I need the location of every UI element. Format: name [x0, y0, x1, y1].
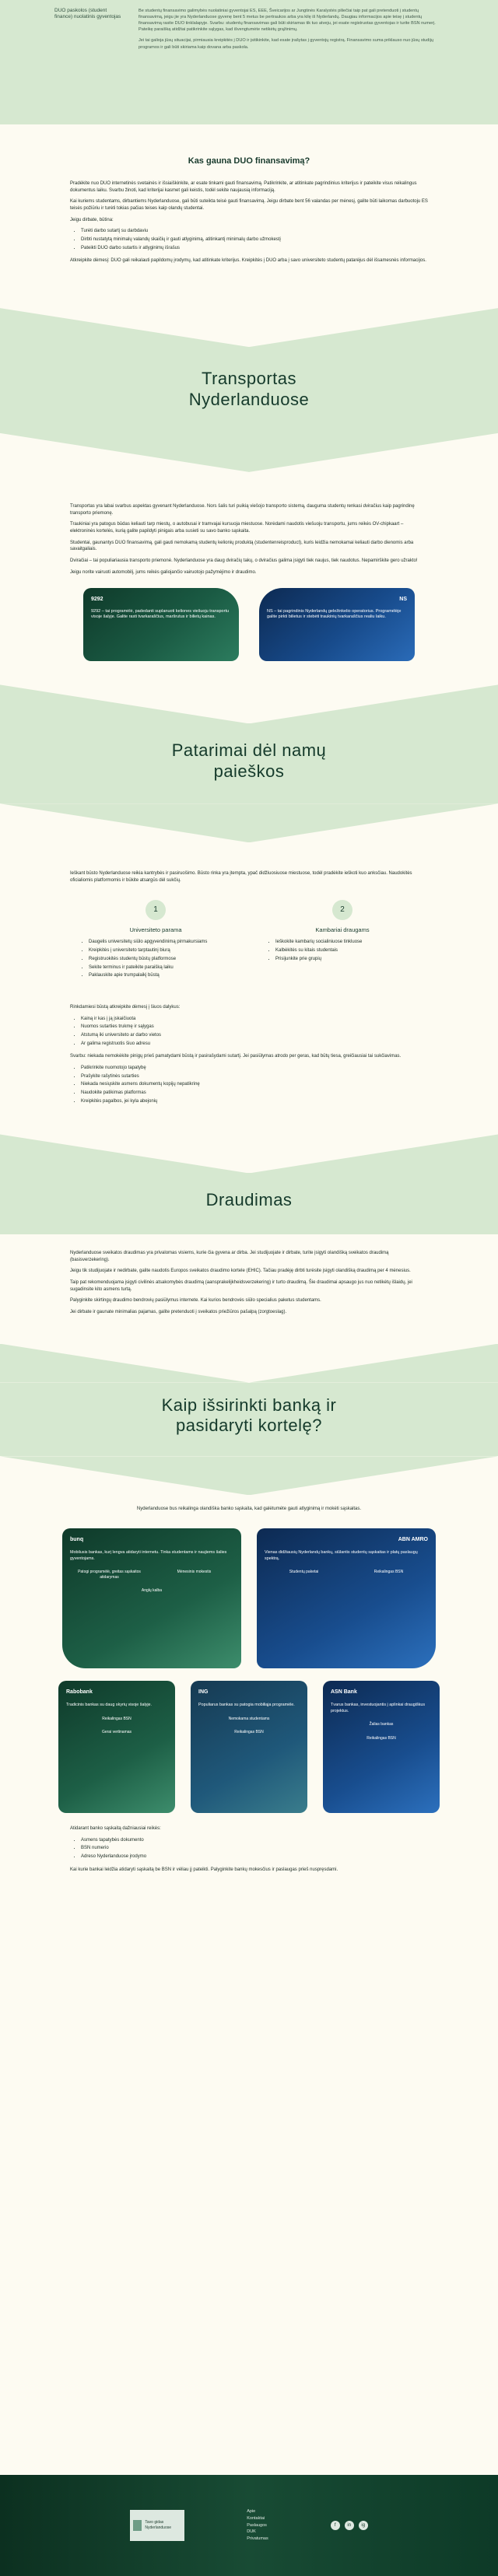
housing-list — [81, 1065, 428, 1104]
footer-link[interactable]: Privatumas — [247, 2536, 268, 2542]
list-item: • Prašykite rašytinės sutarties — [81, 1073, 428, 1080]
duo-list — [81, 228, 428, 251]
bank-detail: Reikalingas BSN — [374, 1570, 404, 1575]
list-item: • Ar galima registruotis šiuo adresu — [81, 1041, 428, 1048]
bank-detail: Mėnesinis mokestis — [177, 1570, 212, 1575]
list-item: • Kalbėkitės su kitais studentais — [275, 947, 420, 954]
housing-paragraph: Rinkdamiesi būstą atkreipkite dėmesį į šiuos dalykus: — [70, 1004, 181, 1010]
band-divider — [0, 803, 498, 842]
bank-card-bunq[interactable] — [62, 1528, 241, 1668]
list-item: • Daugelis universitetų siūlo apgyvendinimą pirmakursiams — [89, 939, 233, 946]
duo-paragraph: Atkreipkite dėmesį: DUO gali reikalauti papildomų įrodymų, kad atitinkate kriterijus. Kreipkitės į DUO arba į savo universiteto studentų patarėjus dėl išsamesnės informacijos. — [70, 258, 426, 264]
column-title: Universiteto parama — [129, 926, 182, 933]
bank-info-section — [0, 1825, 498, 1873]
bank-desc: Tvarus bankas, investuojantis į aplinkai draugiškus projektus. — [331, 1703, 426, 1713]
list-item: • Ieškokite kambarių socialiniuose tinkluose — [275, 939, 420, 946]
band-divider — [0, 433, 498, 472]
instagram-icon[interactable]: ig — [359, 2521, 368, 2530]
insurance-paragraph: Nyderlanduose sveikatos draudimas yra privalomas visiems, kurie čia gyvena ar dirba. Jei studijuojate ir dirbate, turite įsigyti olandišką sveikatos draudimą (basisverzekering). — [70, 1250, 389, 1262]
bank-note: Nemokama studentams — [228, 1716, 270, 1721]
number-badge: 2 — [332, 900, 352, 920]
bank-paragraph: Atidarant banko sąskaitą dažniausiai reikės: — [70, 1826, 161, 1832]
transport-paragraph: Traukiniai yra patogus būdas keliauti tarp miestų, o autobusai ir tramvajai kursuoja miestuose. Norėdami naudotis viešuoju transportu, jums reikės OV-chipkaart – elektroninės kortelės, kurią galite papildyti pinigais arba susieti su savo banko sąskaita. — [70, 522, 404, 534]
bank-note: Reikalingas BSN — [234, 1730, 264, 1735]
column-list — [89, 939, 233, 978]
transport-section — [0, 503, 498, 576]
transport-title: Transportas Nyderlanduose — [188, 369, 310, 409]
bank-paragraph: Kai kurie bankai leidžia atidaryti sąskaitą be BSN ir vėliau jį pateikti. Palyginkite bankų mokesčius ir paslaugas prieš nuspręsdami. — [70, 1867, 338, 1872]
card-title: 9292 — [91, 597, 103, 603]
list-item: • Kainą ir kas į ją įskaičiuota — [81, 1016, 428, 1023]
footer-link[interactable]: Kontaktai — [247, 2515, 265, 2521]
bank-note: Reikalingas BSN — [366, 1735, 396, 1741]
housing-title: Patarimai dėl namų paieškos — [171, 740, 327, 781]
bank-note: Reikalingas BSN — [102, 1716, 132, 1721]
list-item: • Registruokitės studentų būstų platformose — [89, 956, 233, 963]
list-item: • Dirbti nustatytą minimalų valandų skaičių ir gauti atlyginimą, atitinkantį minimalų darbo užmokestį — [81, 236, 428, 243]
logo-icon — [133, 2520, 142, 2531]
band-divider — [0, 308, 498, 347]
bank-card-asn[interactable] — [323, 1681, 440, 1813]
bank-details — [70, 1570, 233, 1580]
list-item: • Naudokite patikimas platformas — [81, 1090, 428, 1097]
bank-desc: Populiarus bankas su patogia mobiliąja programėle. — [198, 1703, 295, 1708]
list-item: • Turėti darbo sutartį su darbdaviu — [81, 228, 428, 235]
list-item: • Atstumą iki universiteto ar darbo vietos — [81, 1032, 428, 1039]
bank-note: Žalias bankas — [369, 1722, 394, 1727]
insurance-band — [0, 1173, 498, 1234]
intro-heading: DUO paskolos (student finance) nuolatinis gyventojas — [54, 8, 121, 20]
list-item: • Prisijunkite prie grupių — [275, 956, 420, 963]
column-title: Kambariai draugams — [315, 926, 370, 933]
bank-name: ABN AMRO — [398, 1537, 428, 1543]
list-item: • Kreipkitės į universiteto tarptautinį biurą — [89, 947, 233, 954]
bank-row-1 — [0, 1528, 498, 1668]
bank-name: ING — [198, 1689, 209, 1696]
intro-text — [139, 8, 444, 124]
list-item: • Pateikti DUO darbo sutartis ir atlyginimų išrašus — [81, 245, 428, 252]
duo-paragraph: Kai kuriems studentams, dirbantiems Nyderlanduose, gali būti suteikta teisė gauti finansavimą. Jeigu dirbate bent 56 valandas per mėnesį, galite būti laikomas darbuotoju ES teisės požiūriu ir turėti tokias pačias teises kaip olandų studentai. — [70, 199, 428, 211]
linkedin-icon[interactable]: in — [345, 2521, 354, 2530]
insurance-paragraph: Taip pat rekomenduojama įsigyti civilinės atsakomybės draudimą (aansprakelijkheidsverzekering) ir turto draudimą. Šie draudimai apsaugo jus nuo netikėtų išlaidų, jei sugadinsite kito asmens turtą. — [70, 1279, 412, 1292]
list-item: • Patikrinkite nuomotojo tapatybę — [81, 1065, 428, 1072]
intro-section — [0, 0, 498, 124]
transport-band — [0, 347, 498, 433]
transport-paragraph: Jeigu norite vairuoti automobilį, jums reikės galiojančio vairuotojo pažymėjimo ir draudimo. — [70, 569, 257, 575]
list-item: • Adreso Nyderlanduose įrodymo — [81, 1853, 428, 1860]
insurance-title: Draudimas — [205, 1190, 293, 1210]
insurance-paragraph: Jei dirbate ir gaunate minimalias pajamas, galite pretenduoti į sveikatos priežiūros pašalpą (zorgtoeslag). — [70, 1309, 287, 1314]
bank-row-2 — [0, 1681, 498, 1813]
list-item: • BSN numerio — [81, 1845, 428, 1852]
list-item: • Kreipkitės pagalbos, jei kyla abejonių — [81, 1098, 428, 1105]
bank-note: Anglų kalba — [141, 1587, 163, 1593]
footer-link[interactable]: Apie — [247, 2509, 256, 2514]
bank-desc: Vienas didžiausių Nyderlandų bankų, siūlantis studentų sąskaitas ir platų paslaugų spektrą. — [265, 1550, 418, 1561]
footer-link[interactable]: DUK — [247, 2529, 256, 2535]
band-divider — [0, 1344, 498, 1383]
housing-section — [0, 870, 498, 884]
bank-intro: Nyderlanduose bus reikalinga olandiška banko sąskaita, kad galėtumėte gauti atlyginimą ir mokėti sąskaitas. — [136, 1507, 362, 1512]
card-title: NS — [399, 597, 407, 603]
list-item: • Sekite terminus ir pateikite paraišką laiku — [89, 964, 233, 971]
intro-paragraph: Be studentų finansavimo galimybės nuolatiniai gyventojai ES, EEE, Šveicarijos ar Jungtinės Karalystės piliečiai taip pat gali pretenduoti į studentų finansavimą, jeigu jie yra Nyderlanduose gyvenę bent 5 metus be pertraukos arba yra kilę iš Nyderlandų. Daugiau informacijos apie teisę į studentų finansavimą rasite DUO tinklalapyje. Svarbu: studentų finansavimas gali būti skiriamas tik tuo atveju, jei esate registruotas gyventojas ir turite BSN numerį. Pateikę paraišką atidžiai patikrinkite sąlygas, kad išvengtumėte netikėtų grąžinimų. — [139, 9, 436, 33]
insurance-paragraph: Jeigu tik studijuojate ir nedirbate, galite naudotis Europos sveikatos draudimo kortele (EHIC). Tačiau pradėję dirbti turėsite įsigyti olandišką draudimą per 4 mėnesius. — [70, 1269, 411, 1274]
insurance-paragraph: Palyginkite skirtingų draudimo bendrovių pasiūlymus internete. Kai kurios bendrovės siūlo specialius paketus studentams. — [70, 1298, 321, 1304]
footer-links — [247, 2508, 268, 2543]
bank-note: Gerai vertinamas — [101, 1730, 132, 1735]
duo-paragraph: Jeigu dirbate, būtina: — [70, 217, 114, 222]
bank-card-ing[interactable] — [191, 1681, 307, 1813]
list-item: • Paklauskite apie trumpalaikį būstą — [89, 972, 233, 979]
bank-detail: Studentų paketai — [289, 1570, 319, 1575]
housing-columns — [0, 900, 498, 985]
column-list — [275, 939, 420, 962]
card-ns[interactable] — [259, 588, 415, 661]
list-item: • Asmens tapatybės dokumento — [81, 1837, 428, 1844]
insurance-section — [0, 1234, 498, 1316]
logo-text: Tavo gidas Nyderlanduose — [145, 2519, 172, 2530]
bank-card-rabobank[interactable] — [58, 1681, 175, 1813]
bank-desc: Mobilusis bankas, kurį lengva atidaryti internetu. Tinka studentams ir naujiems šalies gyventojams. — [70, 1550, 227, 1561]
footer — [0, 2475, 498, 2576]
duo-section — [0, 156, 498, 264]
housing-list — [81, 1016, 428, 1048]
bank-name: Rabobank — [66, 1689, 93, 1696]
bank-name: ASN Bank — [331, 1689, 357, 1696]
bank-card-abn-amro[interactable] — [257, 1528, 436, 1668]
duo-paragraph: Pradėkite nuo DUO internetinės svetainės ir išsiaiškinkite, ar esate tinkami gauti finansavimą. Patikrinkite, ar atitinkate pagrindinius kriterijus ir pateikite visus reikalingus dokumentus laiku. Svarbu žinoti, kad kriterijai kasmet gali keistis, todėl sekite naujausią informaciją. — [70, 180, 417, 193]
housing-tips — [0, 1004, 498, 1105]
band-divider — [0, 1456, 498, 1495]
bank-desc: Tradicinis bankas su daug skyrių visoje šalyje. — [66, 1703, 153, 1708]
transport-paragraph: Studentai, gaunantys DUO finansavimą, gali gauti nemokamą studentų kelionių produktą (studentenreisproduct), kuris leidžia nemokamai keliauti darbo dienomis arba savaitgaliais. — [70, 540, 414, 552]
housing-column-2 — [265, 900, 420, 985]
card-text: NS – tai pagrindinis Nyderlandų geležinkelio operatorius. Programėlėje galite pirkti bilietus ir stebėti traukinių tvarkaraščius realiu laiku. — [267, 608, 402, 620]
housing-paragraph: Svarbu: niekada nemokėkite pinigų prieš pamatydami būstą ir pasirašydami sutartį. Jei pasiūlymas atrodo per geras, kad būtų tiesa, greičiausiai tai sukčiavimas. — [70, 1054, 402, 1059]
footer-link[interactable]: Paslaugos — [247, 2522, 267, 2528]
housing-column-1 — [78, 900, 233, 985]
housing-intro: Ieškant būsto Nyderlanduose reikia kantrybės ir pasiruošimo. Būsto rinka yra įtempta, ypač didžiuosiuose miestuose, todėl pradėkite ieškoti kuo anksčiau. Naudokitės oficialiomis platformomis ir būkite atsargūs dėl sukčių. — [70, 871, 412, 883]
duo-title: Kas gauna DUO finansavimą? — [188, 156, 310, 166]
card-text: 9292 – tai programėlė, padedanti suplanuoti keliones viešuoju transportu visoje šalyje. Galite rasti tvarkaraščius, maršrutus ir bilietų kainas. — [91, 608, 230, 620]
bank-list — [81, 1837, 428, 1860]
housing-band — [0, 723, 498, 803]
bank-title: Kaip išsirinkti banką ir pasidaryti kortelę? — [161, 1395, 337, 1436]
bank-details — [265, 1570, 428, 1575]
number-badge: 1 — [146, 900, 166, 920]
transport-paragraph: Dviračiai – tai populiariausia transporto priemonė. Nyderlanduose yra daug dviračių takų, o dviračius galima įsigyti tiek naujus, tiek naudotus. Nepamirškite gero užrakto! — [70, 558, 418, 564]
facebook-icon[interactable]: f — [331, 2521, 340, 2530]
footer-logo[interactable] — [130, 2510, 184, 2541]
card-9292[interactable] — [83, 588, 239, 661]
list-item: • Niekada nesiųskite asmens dokumentų kopijų nepatikrinę — [81, 1081, 428, 1088]
transport-cards — [0, 588, 498, 661]
footer-social — [331, 2521, 368, 2530]
bank-detail: Patogi programėlė, greitas sąskaitos atidarymas — [78, 1570, 141, 1580]
intro-paragraph: Jei tai galioja jūsų situacijai, pirmiausia kreipkitės į DUO ir įsitikinkite, kad esate įrašytas į gyventojų registrą. Finansavimo suma priklauso nuo jūsų studijų programos ir gali būti skiriama kaip dovana arba paskola. — [139, 38, 433, 50]
band-divider — [0, 1134, 498, 1173]
bank-intro-section — [0, 1506, 498, 1513]
list-item: • Nuomos sutarties trukmę ir sąlygas — [81, 1024, 428, 1031]
bank-band — [0, 1383, 498, 1457]
bank-name: bunq — [70, 1537, 84, 1543]
transport-paragraph: Transportas yra labai svarbus aspektas gyvenant Nyderlanduose. Nors šalis turi puikią viešojo transporto sistemą, dauguma studentų renkasi dviračius kaip pagrindinę transporto priemonę. — [70, 503, 415, 516]
band-divider — [0, 684, 498, 723]
